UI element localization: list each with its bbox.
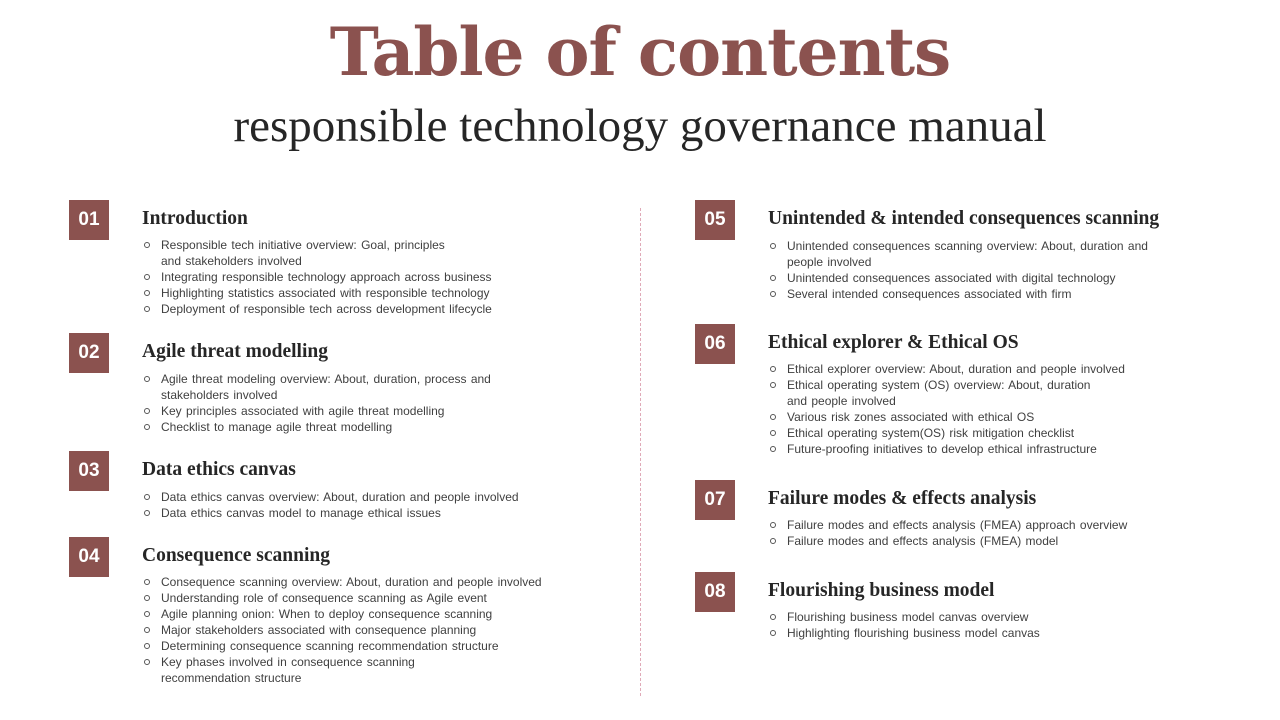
bullet-item: Future-proofing initiatives to develop ethical infrastructure <box>768 441 1125 457</box>
bullet-item: Data ethics canvas model to manage ethical issues <box>142 505 519 521</box>
section-number-badge: 06 <box>695 324 735 364</box>
bullet-item: Ethical explorer overview: About, duration and people involved <box>768 361 1125 377</box>
bullet-item: Ethical operating system(OS) risk mitigation checklist <box>768 425 1125 441</box>
section-number-badge: 05 <box>695 200 735 240</box>
section-title: Unintended & intended consequences scanning <box>768 208 1160 229</box>
bullet-item: Agile threat modeling overview: About, duration, process and stakeholders involved <box>142 371 491 403</box>
section-bullet-list <box>142 489 519 521</box>
section-number-badge: 07 <box>695 480 735 520</box>
bullet-item: Deployment of responsible tech across development lifecycle <box>142 301 492 317</box>
section-bullet-list <box>142 574 542 686</box>
bullet-item: Highlighting flourishing business model canvas <box>768 625 1040 641</box>
bullet-item: Several intended consequences associated with firm <box>768 286 1148 302</box>
bullet-item: Failure modes and effects analysis (FMEA) approach overview <box>768 517 1127 533</box>
bullet-item: Highlighting statistics associated with responsible technology <box>142 285 492 301</box>
section-number-badge: 03 <box>69 451 109 491</box>
section-title: Consequence scanning <box>142 545 330 566</box>
bullet-item: Checklist to manage agile threat modelling <box>142 419 491 435</box>
page-subtitle: responsible technology governance manual <box>233 100 1047 152</box>
bullet-item: Understanding role of consequence scanning as Agile event <box>142 590 542 606</box>
section-bullet-list <box>142 371 491 435</box>
section-bullet-list <box>768 361 1125 457</box>
bullet-item: Flourishing business model canvas overview <box>768 609 1040 625</box>
section-number-badge: 04 <box>69 537 109 577</box>
section-number-badge: 01 <box>69 200 109 240</box>
section-bullet-list <box>768 517 1127 549</box>
section-bullet-list <box>768 238 1148 302</box>
section-number-badge: 08 <box>695 572 735 612</box>
bullet-item: Determining consequence scanning recommendation structure <box>142 638 542 654</box>
bullet-item: Consequence scanning overview: About, duration and people involved <box>142 574 542 590</box>
bullet-item: Unintended consequences scanning overview: About, duration and people involved <box>768 238 1148 270</box>
bullet-item: Data ethics canvas overview: About, duration and people involved <box>142 489 519 505</box>
bullet-item: Major stakeholders associated with consequence planning <box>142 622 542 638</box>
section-title: Introduction <box>142 208 248 229</box>
section-title: Ethical explorer & Ethical OS <box>768 332 1019 353</box>
bullet-item: Unintended consequences associated with digital technology <box>768 270 1148 286</box>
column-divider <box>640 208 641 696</box>
bullet-item: Agile planning onion: When to deploy consequence scanning <box>142 606 542 622</box>
section-title: Agile threat modelling <box>142 341 328 362</box>
section-title: Data ethics canvas <box>142 459 296 480</box>
section-title: Failure modes & effects analysis <box>768 488 1037 509</box>
page-title: Table of contents <box>329 13 951 91</box>
bullet-item: Failure modes and effects analysis (FMEA) model <box>768 533 1127 549</box>
bullet-item: Key phases involved in consequence scanning recommendation structure <box>142 654 542 686</box>
section-title: Flourishing business model <box>768 580 995 601</box>
section-bullet-list <box>142 237 492 317</box>
bullet-item: Key principles associated with agile threat modelling <box>142 403 491 419</box>
section-number-badge: 02 <box>69 333 109 373</box>
section-bullet-list <box>768 609 1040 641</box>
bullet-item: Various risk zones associated with ethical OS <box>768 409 1125 425</box>
bullet-item: Responsible tech initiative overview: Goal, principles and stakeholders involved <box>142 237 492 269</box>
bullet-item: Ethical operating system (OS) overview: About, duration and people involved <box>768 377 1125 409</box>
bullet-item: Integrating responsible technology approach across business <box>142 269 492 285</box>
